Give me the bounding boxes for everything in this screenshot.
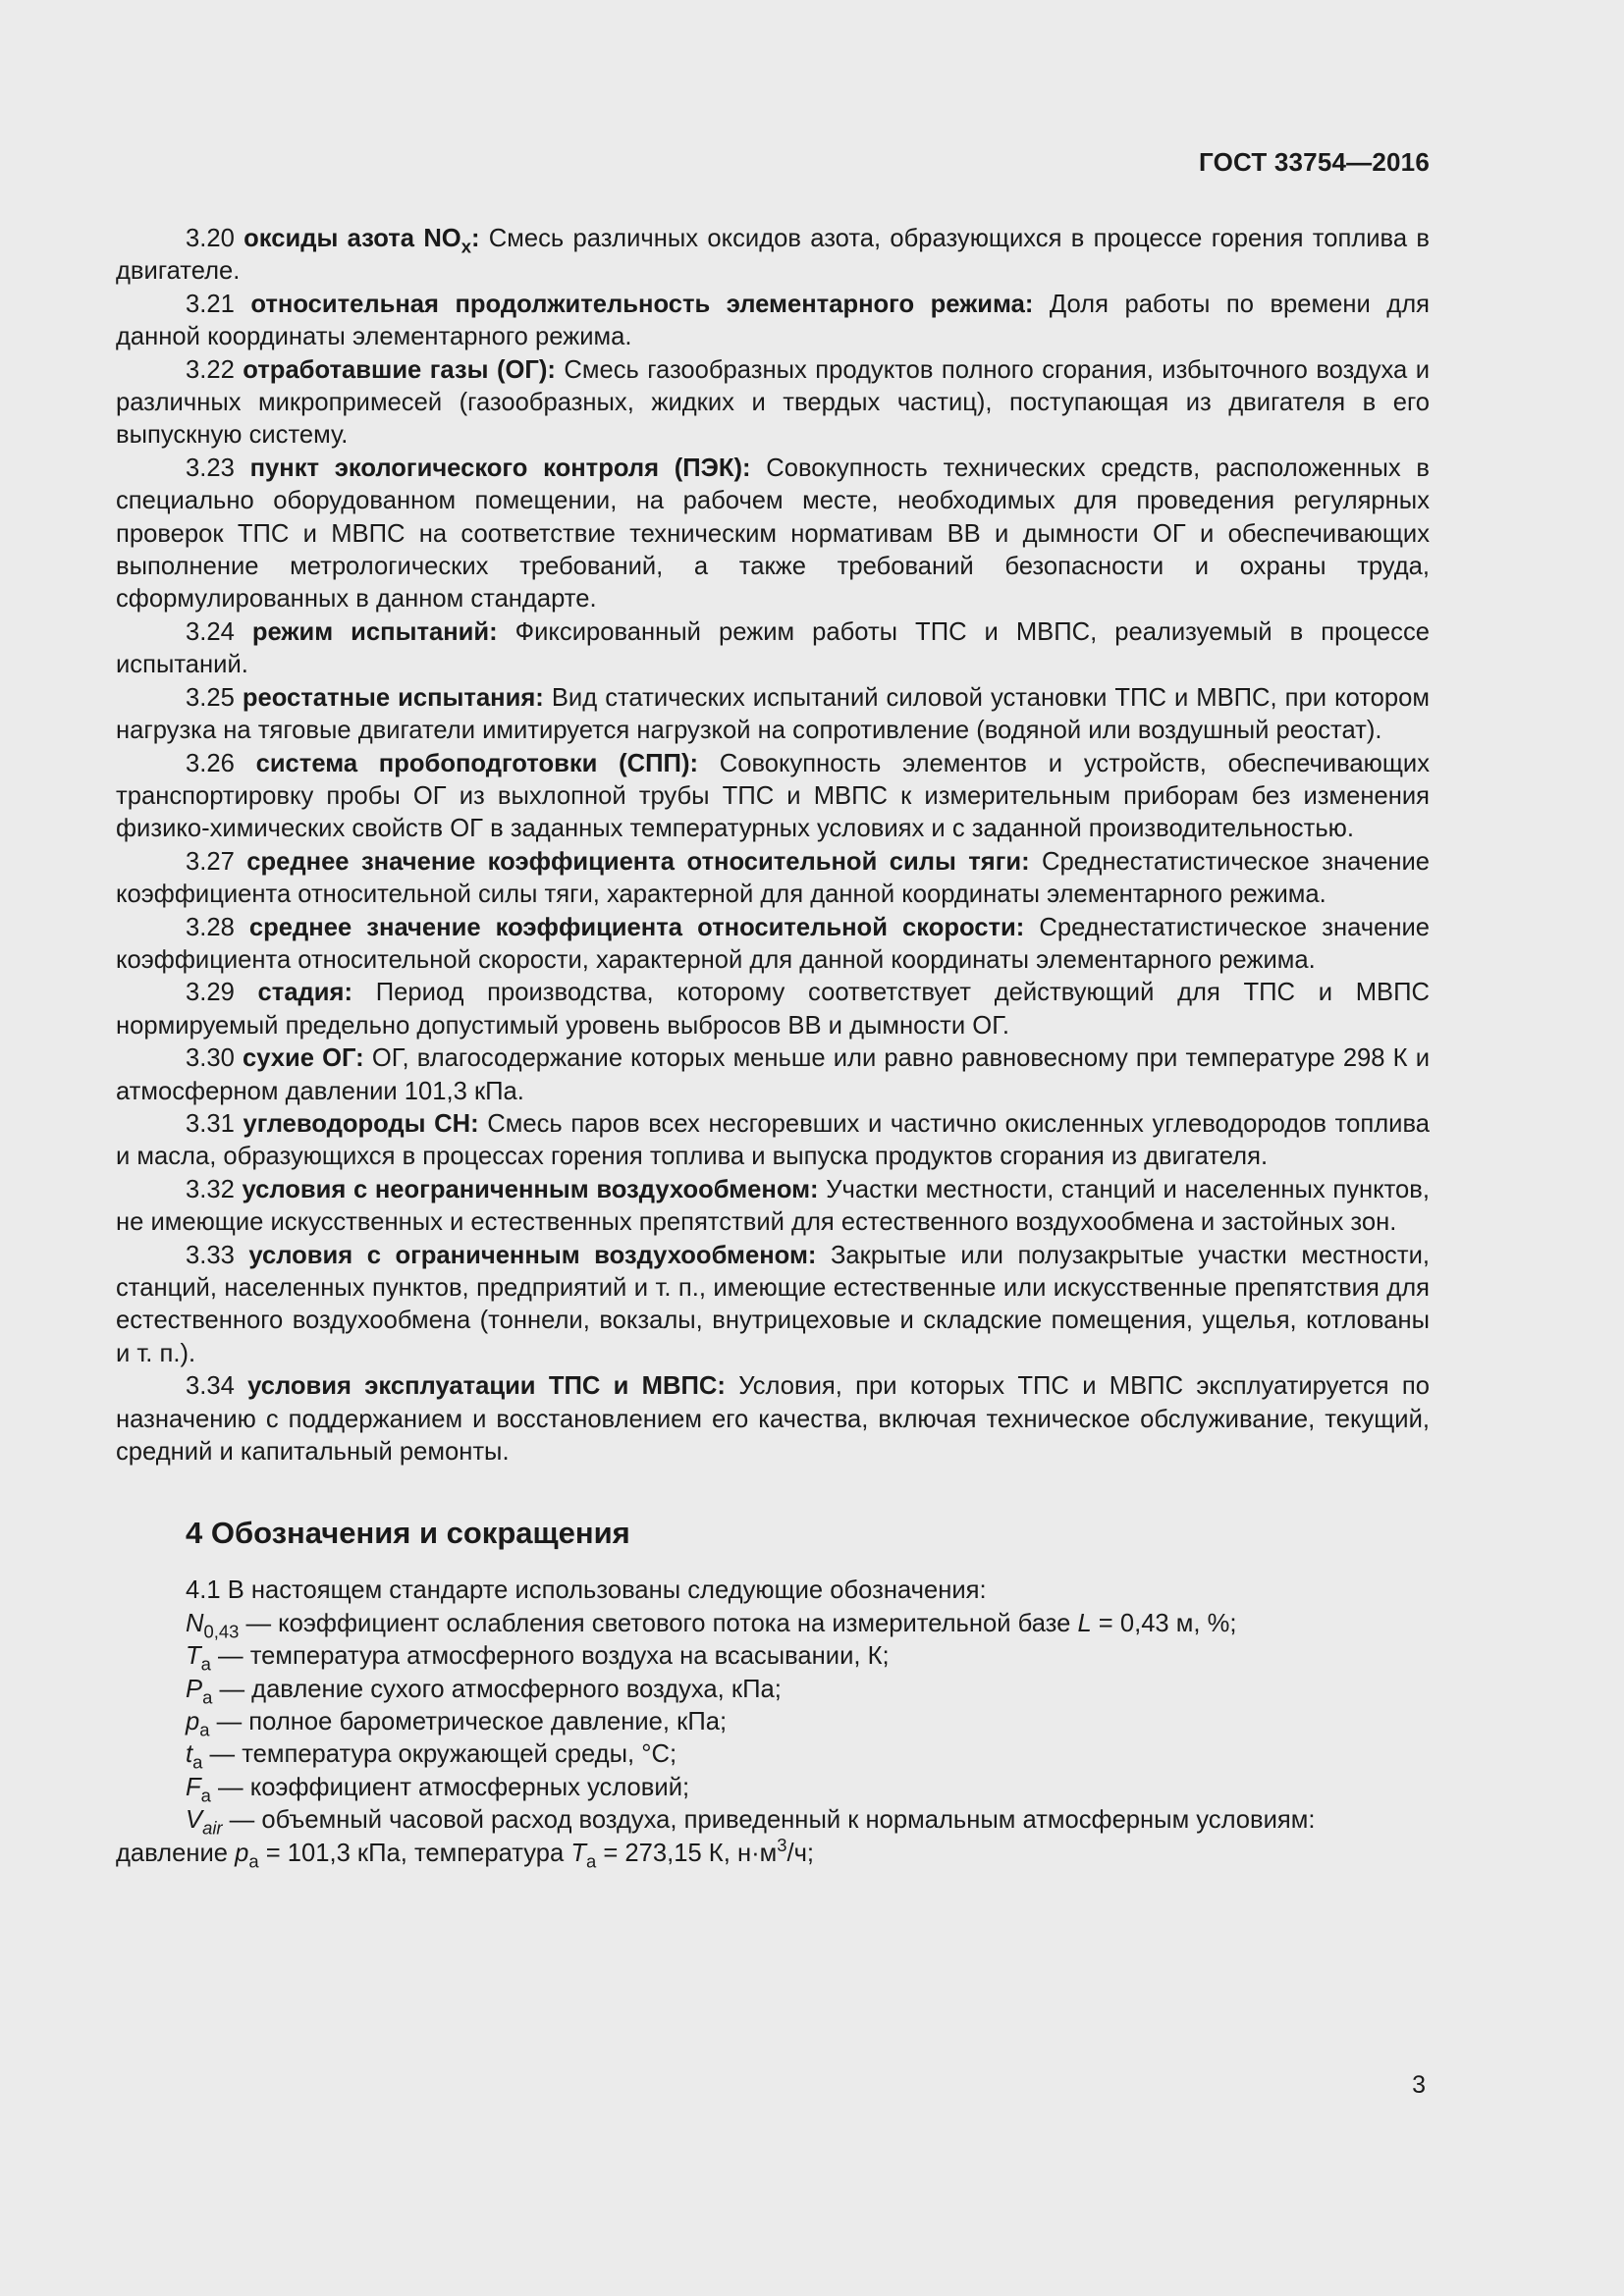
definition-text: Среднестатистическое значение коэффициента относительной скорости, характерной для данной координаты элементарного режима.	[116, 913, 1430, 974]
definition-text: Фиксированный режим работы ТПС и МВПС, реализуемый в процессе испытаний.	[116, 617, 1430, 679]
section-heading: 4 Обозначения и сокращения	[186, 1516, 630, 1551]
symbol-line-vair: $V_{air}$ — объемный часовой расход воздуха, приведенный к нормальным атмосферным условиям:	[186, 1806, 1316, 1839]
definition-text: Смесь различных оксидов азота, образующихся в процессе горения топлива в двигателе.	[116, 225, 1430, 286]
definition-term: среднее значение коэффициента относительной силы тяги:	[246, 847, 1030, 876]
definition-3-24: 3.24 режим испытаний: Фиксированный режим работы ТПС и МВПС, реализуемый в процессе испытаний.	[116, 617, 1430, 679]
definition-term: реостатные испытания:	[242, 683, 544, 712]
definition-3-21: 3.21 относительная продолжительность элементарного режима: Доля работы по времени для данной координаты элементарного режима.	[116, 290, 1430, 351]
definition-3-22: 3.22 отработавшие газы (ОГ): Смесь газообразных продуктов полного сгорания, избыточного воздуха и различных микропримесей (газообразных, жидких и твердых частиц), поступающая из двигателя в его выпускную систему.	[116, 355, 1430, 450]
definition-text: Совокупность технических средств, расположенных в специально оборудованном помещении, на рабочем месте, необходимых для проведения регулярных проверок ТПС и МВПС на соответствие техническим нормативам ВВ и дымности ОГ и обеспечивающих выполнение метрологических требований, а также требований безопасности и охраны труда, сформулированных в данном стандарте.	[116, 454, 1430, 614]
definition-3-20: 3.20 оксиды азота $NO_x$: Смесь различных оксидов азота, образующихся в процессе горения топлива в двигателе.	[116, 225, 1430, 286]
definition-3-28: 3.28 среднее значение коэффициента относительной скорости: Среднестатистическое значение коэффициента относительной скорости, характерной для данной координаты элементарного режима.	[116, 913, 1430, 974]
definition-text: Смесь газообразных продуктов полного сгорания, избыточного воздуха и различных микропримесей (газообразных, жидких и твердых частиц), поступающая из двигателя в его выпускную систему.	[116, 355, 1430, 450]
definition-3-27: 3.27 среднее значение коэффициента относительной силы тяги: Среднестатистическое значение коэффициента относительной силы тяги, характерной для данной координаты элементарного режима.	[116, 847, 1430, 909]
definition-3-25: 3.25 реостатные испытания: Вид статических испытаний силовой установки ТПС и МВПС, при котором нагрузка на тяговые двигатели имитируется нагрузкой на сопротивление (водяной или воздушный реостат).	[116, 683, 1430, 745]
definition-text: Условия, при которых ТПС и МВПС эксплуатируется по назначению с поддержанием и восстановлением его качества, включая техническое обслуживание, текущий, средний и капитальный ремонты.	[116, 1372, 1431, 1467]
definition-3-29: 3.29 стадия: Период производства, которому соответствует действующий для ТПС и МВПС нормируемый предельно допустимый уровень выбросов ВВ и дымности ОГ.	[116, 979, 1430, 1040]
symbol-line-pa-lower: $p_a$ — полное барометрическое давление, кПа;	[186, 1708, 728, 1740]
definition-term: условия с неограниченным воздухообменом:	[242, 1175, 819, 1203]
page-content	[116, 223, 1430, 1870]
symbol-line-pa-upper: $P_a$ — давление сухого атмосферного воздуха, кПа;	[186, 1675, 782, 1708]
definition-term: углеводороды СН:	[243, 1109, 479, 1138]
definition-3-32: 3.32 условия с неограниченным воздухообменом: Участки местности, станций и населенных пунктов, не имеющие искусственных и естественных препятствий для естественного воздухообмена и застойных зон.	[116, 1175, 1430, 1237]
definition-3-34: 3.34 условия эксплуатации ТПС и МВПС: Условия, при которых ТПС и МВПС эксплуатируется по назначению с поддержанием и восстановлением его качества, включая техническое обслуживание, текущий, средний и капитальный ремонты.	[116, 1372, 1431, 1467]
section-intro: 4.1 В настоящем стандарте использованы следующие обозначения:	[186, 1576, 987, 1605]
definition-term: условия с ограниченным воздухообменом:	[248, 1241, 817, 1269]
definition-text: Вид статических испытаний силовой установки ТПС и МВПС, при котором нагрузка на тяговые двигатели имитируется нагрузкой на сопротивление (водяной или воздушный реостат).	[116, 683, 1430, 745]
definition-term: пункт экологического контроля (ПЭК):	[249, 454, 751, 482]
definition-3-33: 3.33 условия с ограниченным воздухообменом: Закрытые или полузакрытые участки местности, станций, населенных пунктов, предприятий и т. п., имеющие естественные или искусственные препятствия для естественного воздухообмена (тоннели, вокзалы, внутрицеховые и складские помещения, ущелья, котлованы и т. п.).	[116, 1241, 1430, 1367]
definition-3-26: 3.26 система пробоподготовки (СПП): Совокупность элементов и устройств, обеспечивающих транспортировку пробы ОГ из выхлопной трубы ТПС и МВПС к измерительным приборам без изменения физико-химических свойств ОГ в заданных температурных условиях и с заданной производительностью.	[116, 749, 1430, 843]
definition-3-31: 3.31 углеводороды СН: Смесь паров всех несгоревших и частично окисленных углеводородов топлива и масла, образующихся в процессах горения топлива и выпуска продуктов сгорания из двигателя.	[116, 1109, 1430, 1171]
definition-term: относительная продолжительность элементарного режима:	[250, 290, 1034, 318]
definition-term: система пробоподготовки (СПП):	[255, 749, 698, 777]
symbol-line-vair-continuation: давление $p_a = 101,3$ кПа, температура $T_a = 273,15$ К, $н\cdot м^3/ч$;	[116, 1834, 815, 1872]
definition-text: Смесь паров всех несгоревших и частично окисленных углеводородов топлива и масла, образующихся в процессах горения топлива и выпуска продуктов сгорания из двигателя.	[116, 1109, 1430, 1171]
definition-term: условия эксплуатации ТПС и МВПС:	[247, 1372, 726, 1401]
definition-text: Закрытые или полузакрытые участки местности, станций, населенных пунктов, предприятий и т. п., имеющие естественные или искусственные препятствия для естественного воздухообмена (тоннели, вокзалы, внутрицеховые и складские помещения, ущелья, котлованы и т. п.).	[116, 1241, 1430, 1367]
definition-term: отработавшие газы (ОГ):	[243, 355, 556, 384]
page-number: 3	[1412, 2071, 1426, 2099]
symbol-line-fa: $F_a$ — коэффициент атмосферных условий;	[186, 1773, 690, 1806]
definition-term: стадия:	[257, 979, 352, 1007]
definition-term: оксиды азота $NO_x$:	[244, 225, 480, 257]
definition-text: Участки местности, станций и населенных пунктов, не имеющие искусственных и естественных препятствий для естественного воздухообмена и застойных зон.	[116, 1175, 1430, 1237]
symbol-line-ta-lower: $t_a$ — температура окружающей среды, °С;	[186, 1740, 677, 1773]
definition-text: ОГ, влагосодержание которых меньше или равно равновесному при температуре 298 К и атмосферном давлении 101,3 кПа.	[116, 1044, 1430, 1105]
definition-3-30: 3.30 сухие ОГ: ОГ, влагосодержание которых меньше или равно равновесному при температуре 298 К и атмосферном давлении 101,3 кПа.	[116, 1044, 1430, 1105]
definition-text: Совокупность элементов и устройств, обеспечивающих транспортировку пробы ОГ из выхлопной трубы ТПС и МВПС к измерительным приборам без изменения физико-химических свойств ОГ в заданных температурных условиях и с заданной производительностью.	[116, 749, 1430, 843]
definition-text: Период производства, которому соответствует действующий для ТПС и МВПС нормируемый предельно допустимый уровень выбросов ВВ и дымности ОГ.	[116, 979, 1430, 1040]
definition-text: Среднестатистическое значение коэффициента относительной силы тяги, характерной для данной координаты элементарного режима.	[116, 847, 1430, 909]
definition-text: Доля работы по времени для данной координаты элементарного режима.	[116, 290, 1430, 351]
definition-term: среднее значение коэффициента относительной скорости:	[248, 913, 1025, 941]
definition-3-23: 3.23 пункт экологического контроля (ПЭК): Совокупность технических средств, расположенных в специально оборудованном помещении, на рабочем месте, необходимых для проведения регулярных проверок ТПС и МВПС на соответствие техническим нормативам ВВ и дымности ОГ и обеспечивающих выполнение метрологических требований, а также требований безопасности и охраны труда, сформулированных в данном стандарте.	[116, 454, 1430, 614]
standard-header: ГОСТ 33754—2016	[1199, 147, 1430, 177]
definition-term: сухие ОГ:	[242, 1044, 364, 1073]
symbol-line-ta: $T_a$ — температура атмосферного воздуха на всасывании, К;	[186, 1642, 890, 1675]
definition-term: режим испытаний:	[251, 617, 498, 646]
symbol-line-n043: $N_{0,43}$ — коэффициент ослабления светового потока на измерительной базе L = 0,43 м, %;	[186, 1609, 1237, 1642]
